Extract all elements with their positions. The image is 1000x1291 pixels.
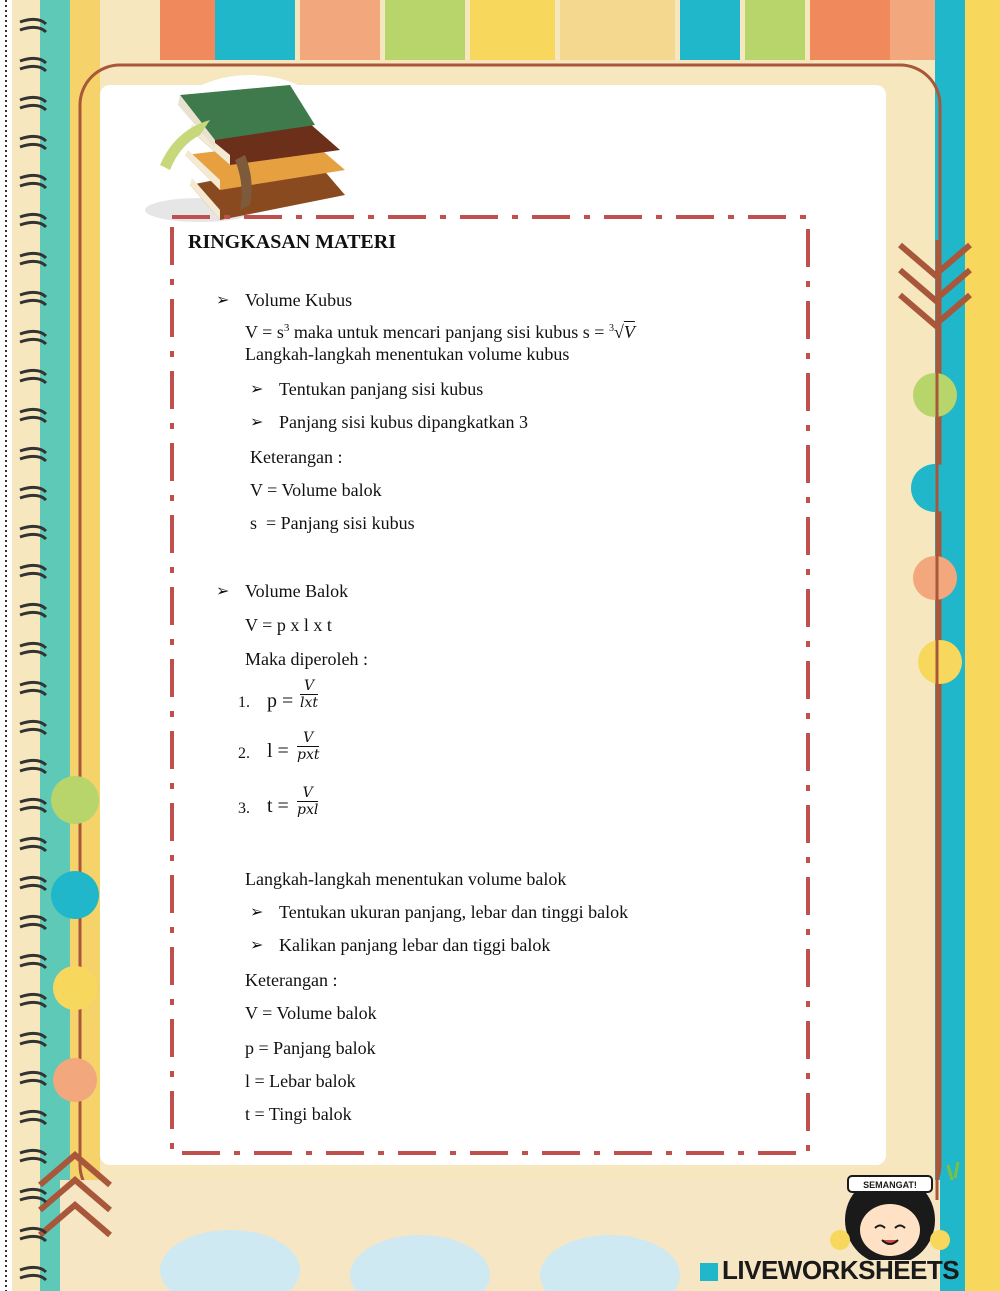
balok-note: V = Volume balok bbox=[245, 1003, 377, 1023]
mascot-icon bbox=[820, 1150, 970, 1260]
spiral-ring bbox=[20, 487, 46, 500]
arrow-bullet-icon: ➢ bbox=[216, 292, 230, 309]
arrow-bullet-icon: ➢ bbox=[216, 583, 230, 600]
spiral-ring bbox=[20, 916, 46, 929]
kubus-step: Tentukan panjang sisi kubus bbox=[279, 379, 484, 399]
balok-step: Kalikan panjang lebar dan tiggi balok bbox=[279, 935, 551, 955]
derived-fraction: V pxl bbox=[297, 785, 319, 818]
kubus-steps-heading: Langkah-langkah menentukan volume kubus bbox=[245, 344, 570, 364]
page-title: RINGKASAN MATERI bbox=[188, 231, 396, 253]
kubus-note: s = Panjang sisi kubus bbox=[250, 513, 415, 533]
spiral-ring bbox=[20, 136, 46, 149]
spiral-ring bbox=[20, 175, 46, 188]
spiral-ring bbox=[20, 58, 46, 71]
kubus-note: V = Volume balok bbox=[250, 480, 382, 500]
derived-number: 3. bbox=[238, 800, 250, 817]
spiral-ring bbox=[20, 214, 46, 227]
derived-lhs: l = bbox=[267, 740, 289, 762]
spiral-ring bbox=[20, 643, 46, 656]
spiral-ring bbox=[20, 409, 46, 422]
mascot-label: SEMANGAT! bbox=[863, 1180, 917, 1190]
balok-step: Tentukan ukuran panjang, lebar dan tinggi balok bbox=[279, 902, 629, 922]
spiral-ring bbox=[20, 1228, 46, 1241]
spiral-ring bbox=[20, 1150, 46, 1163]
spiral-ring bbox=[20, 760, 46, 773]
spiral-ring bbox=[20, 1267, 46, 1280]
kubus-step: Panjang sisi kubus dipangkatkan 3 bbox=[279, 412, 528, 432]
derived-lhs: p = bbox=[267, 690, 294, 712]
kubus-formula: $V = s^3$ maka untuk mencari panjang sisi kubus s = $^3$√V bbox=[245, 322, 635, 342]
spiral-ring bbox=[20, 877, 46, 890]
spiral-ring bbox=[20, 1111, 46, 1124]
spiral-ring bbox=[20, 1033, 46, 1046]
derived-fraction: V pxt bbox=[297, 730, 320, 763]
kubus-heading: Volume Kubus bbox=[245, 290, 353, 310]
spiral-ring bbox=[20, 682, 46, 695]
derived-fraction: V lxt bbox=[300, 678, 318, 711]
spiral-ring bbox=[20, 994, 46, 1007]
spiral-ring bbox=[20, 253, 46, 266]
spiral-ring bbox=[20, 1189, 46, 1202]
arrow-bullet-icon: ➢ bbox=[250, 937, 264, 954]
balok-heading: Volume Balok bbox=[245, 581, 349, 601]
balok-keterangan: Keterangan : bbox=[245, 970, 338, 990]
balok-note: p = Panjang balok bbox=[245, 1038, 376, 1058]
spiral-ring bbox=[20, 838, 46, 851]
spiral-binding bbox=[0, 0, 60, 1291]
balok-note: t = Tingi balok bbox=[245, 1104, 352, 1124]
balok-steps-heading: Langkah-langkah menentukan volume balok bbox=[245, 869, 567, 889]
spiral-ring bbox=[20, 721, 46, 734]
spiral-ring bbox=[20, 1072, 46, 1085]
spiral-ring bbox=[20, 604, 46, 617]
spiral-ring bbox=[20, 19, 46, 32]
spiral-ring bbox=[20, 799, 46, 812]
arrow-bullet-icon: ➢ bbox=[250, 414, 264, 431]
spiral-ring bbox=[20, 448, 46, 461]
arrow-bullet-icon: ➢ bbox=[250, 381, 264, 398]
derived-number: 1. bbox=[238, 694, 250, 711]
balok-formula: V = p x l x t bbox=[245, 615, 332, 635]
spiral-ring bbox=[20, 97, 46, 110]
derived-number: 2. bbox=[238, 745, 250, 762]
balok-maka: Maka diperoleh : bbox=[245, 649, 368, 669]
books-icon bbox=[140, 60, 360, 230]
kubus-keterangan: Keterangan : bbox=[250, 447, 343, 467]
spiral-ring bbox=[20, 955, 46, 968]
derived-lhs: t = bbox=[267, 795, 289, 817]
spiral-ring bbox=[20, 526, 46, 539]
spiral-ring bbox=[20, 565, 46, 578]
arrow-bullet-icon: ➢ bbox=[250, 904, 264, 921]
liveworksheets-watermark: LIVEWORKSHEETS bbox=[700, 1255, 959, 1286]
spiral-ring bbox=[20, 331, 46, 344]
spiral-ring bbox=[20, 370, 46, 383]
balok-note: l = Lebar balok bbox=[245, 1071, 356, 1091]
liveworksheets-logo-icon bbox=[700, 1263, 718, 1281]
spiral-ring bbox=[20, 292, 46, 305]
